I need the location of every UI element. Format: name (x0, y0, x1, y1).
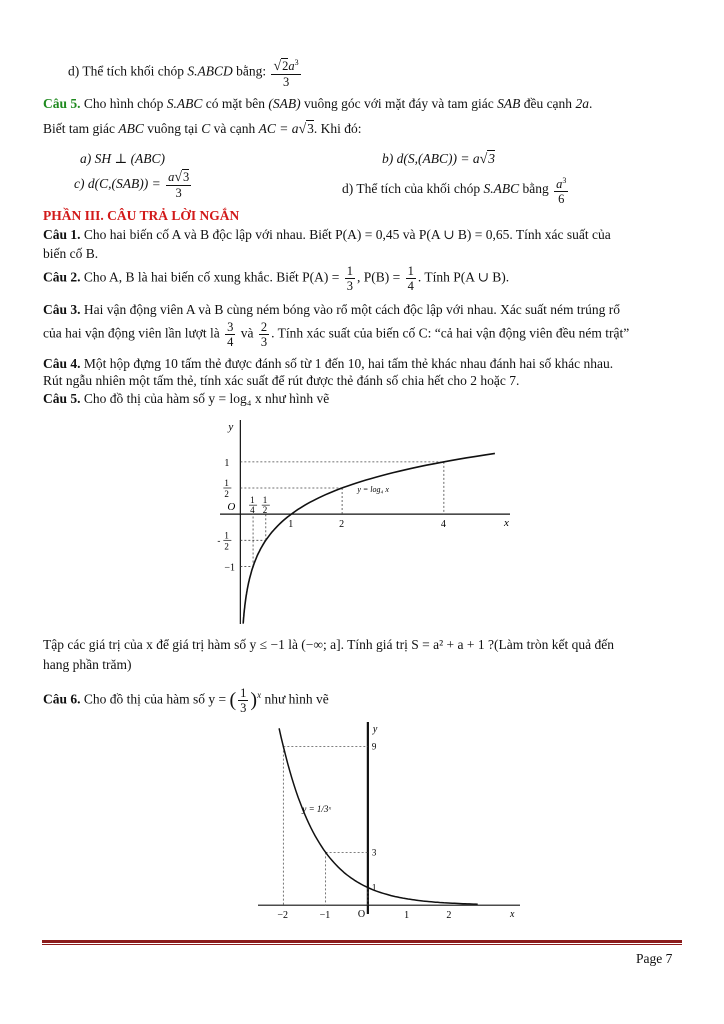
x-tick-1: −1 (319, 910, 331, 920)
x-tick-den-1: 2 (262, 505, 268, 516)
y-axis-label: y (372, 724, 378, 735)
q3-line1: Câu 3. Hai vận động viên A và B cùng ném bóng vào rổ một cách độc lập với nhau. Xác suất ném trúng rổ (43, 302, 621, 317)
log4-graph (210, 412, 520, 632)
y-tick-num-2: 1 (224, 530, 229, 541)
cau5-option-c: c) d(C,(SAB)) = $\frac{a√3}{3}$ (74, 170, 190, 200)
y-tick-1: 3 (371, 847, 377, 858)
y-tick-den-1: 2 (224, 489, 229, 499)
origin-label: O (357, 909, 366, 920)
cau5-line1: Câu 5. Cho hình chóp S.ABC có mặt bên (SAB) vuông góc với mặt đáy và tam giác SAB đều cạnh 2a. (43, 96, 593, 111)
y-tick-2: 1 (371, 882, 377, 893)
x-tick-4: 4 (440, 519, 446, 531)
q6-intro: Câu 6. Cho đồ thị của hàm số y = ( $\frac{1}{3}$ )$^x$ như hình vẽ (43, 686, 329, 715)
x-axis-label: x (504, 517, 509, 530)
exp-graph (258, 716, 528, 920)
y-tick-0: 1 (224, 457, 230, 469)
x-tick-3: 2 (339, 519, 345, 531)
q5-question-line1: Tập các giá trị của x để giá trị hàm số y ≤ −1 là (−∞; a]. Tính giá trị S = a² + a + 1 ?(Làm tròn kết quả đến (43, 637, 614, 652)
cau5-option-d: d) Thể tích của khối chóp S.ABC bằng $\frac{a^3}{6}$ (342, 176, 567, 207)
cau5-line2: Biết tam giác ABC vuông tại C và cạnh AC = a√3. Khi đó: (43, 121, 362, 137)
y-tick-3: −1 (224, 562, 235, 574)
y-axis-label: y (228, 421, 234, 433)
page-number: Page 7 (636, 951, 673, 966)
log4-curve (243, 453, 495, 623)
exp-curve (279, 728, 478, 904)
x-tick-0: −2 (277, 910, 288, 920)
q5-intro: Câu 5. Cho đồ thị của hàm số y = log₄ x như hình vẽ (43, 391, 330, 406)
y-tick-num-1: 1 (224, 478, 229, 488)
x-tick-2: 1 (404, 910, 410, 920)
curve-label: y = log₄ x (357, 485, 389, 494)
footer-rule-thin (42, 944, 682, 945)
x-tick-den-0: 4 (250, 505, 255, 516)
part3-title: PHẦN III. CÂU TRẢ LỜI NGẮN (43, 208, 240, 223)
q4-line2: Rút ngẫu nhiên một tấm thẻ, tính xác suất để rút được thẻ đánh số chia hết cho 2 hoặc 7. (43, 373, 520, 388)
x-axis-label: x (510, 909, 515, 920)
x-tick-2: 1 (288, 519, 294, 531)
q1-line1: Câu 1. Cho hai biến cố A và B độc lập với nhau. Biết P(A) = 0,45 và P(A ∪ B) = 0,65. Tính xác suất của (43, 227, 611, 242)
x-tick-3: 2 (446, 910, 452, 920)
q1-line2: biến cố B. (43, 246, 99, 261)
q2: Câu 2. Cho A, B là hai biến cố xung khắc. Biết P(A) = $\frac{1}{3}$ , P(B) = $\frac{1}{4}$ . Tính P(A ∪ B). (43, 264, 510, 293)
curve-label: y = 1/3ˣ (302, 803, 331, 814)
origin-label: O (227, 501, 236, 514)
footer-rule (42, 940, 682, 943)
q3-line2: của hai vận động viên lần lượt là $\frac{3}{4}$ và $\frac{2}{3}$ . Tính xác suất của biến cố C: “cả hai vận động viên đều ném trật” (43, 320, 630, 349)
x-tick-num-0: 1 (250, 495, 255, 506)
y-tick-den-2: 2 (224, 541, 229, 552)
y-tick-sign-2: - (217, 535, 221, 546)
prev-option-d: d) Thể tích khối chóp S.ABCD bằng: $\frac{√2a^3}{3}$ (68, 58, 299, 90)
x-tick-num-1: 1 (262, 495, 268, 506)
y-tick-0: 9 (371, 741, 377, 752)
q4-line1: Câu 4. Một hộp đựng 10 tấm thẻ được đánh số từ 1 đến 10, hai tấm thẻ khác nhau đánh hai số khác nhau. (43, 356, 614, 371)
cau5-option-a: a) SH ⊥ (ABC) (80, 151, 166, 166)
cau5-option-b: b) d(S,(ABC)) = a√3 (382, 151, 496, 167)
q5-question-line2: hang phần trăm) (43, 657, 132, 672)
